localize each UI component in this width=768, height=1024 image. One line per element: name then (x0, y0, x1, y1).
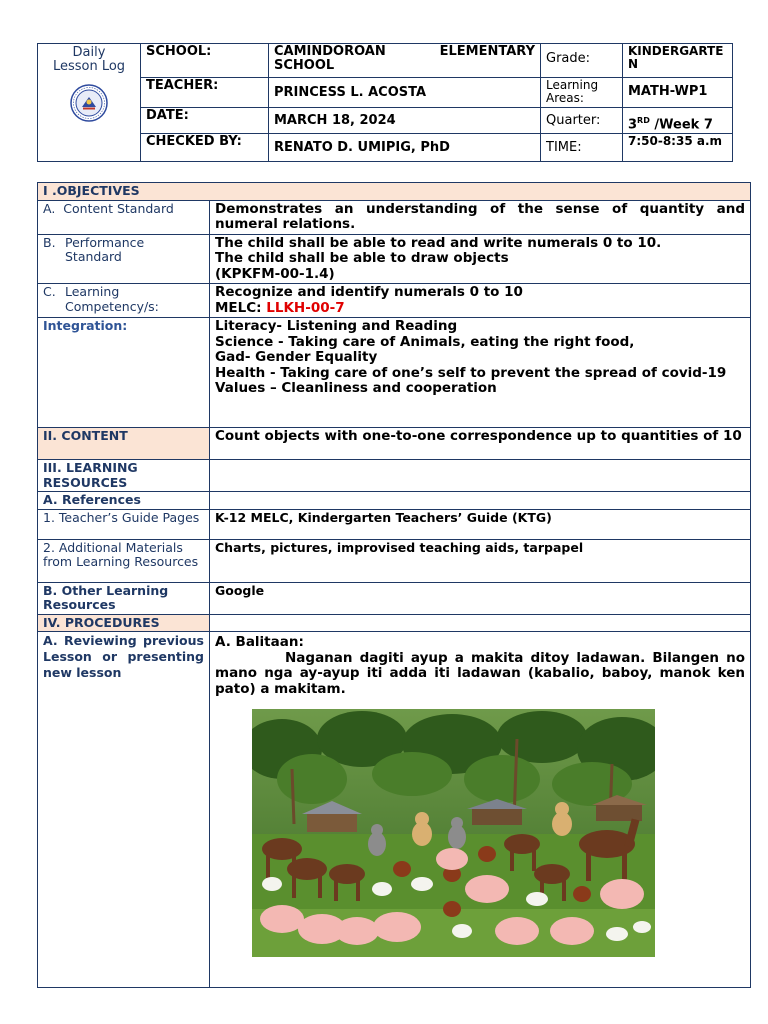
time-label: TIME: (541, 134, 623, 162)
title-line1: Daily (72, 45, 106, 60)
checked-by-value: RENATO D. UMIPIG, PhD (269, 134, 541, 162)
teacher-value: PRINCESS L. ACOSTA (269, 78, 541, 108)
procedures-row (38, 614, 751, 632)
integration-text (210, 318, 751, 428)
competency-row (38, 284, 751, 318)
performance-title: Performance Standard (65, 234, 145, 264)
school-label: SCHOOL: (141, 44, 269, 78)
references-label: A. References (38, 492, 210, 510)
quarter-num: 3 (628, 117, 638, 133)
content-text: Count objects with one-to-one correspondence up to quantities of 10 (210, 428, 751, 460)
lesson-table (37, 182, 751, 988)
tg-row (38, 509, 751, 539)
competency-label (38, 284, 210, 318)
tg-text: K-12 MELC, Kindergarten Teachers’ Guide (KTG) (210, 509, 751, 539)
performance-standard-label (38, 234, 210, 284)
competency-text (210, 284, 751, 318)
farm-animals-picture (252, 709, 655, 957)
procedures-empty (210, 614, 751, 632)
melc-code: LLKH-00-7 (266, 299, 345, 316)
procedures-label: IV. PROCEDURES (38, 614, 210, 632)
content-standard-row (38, 200, 751, 234)
procedure-a-row (38, 632, 751, 988)
performance-standard-text (210, 234, 751, 284)
additional-label: 2. Additional Materials from Learning Resources (38, 539, 210, 582)
header-table (37, 43, 733, 162)
procedure-a-label: A. Reviewing previous Lesson or presenting new lesson (38, 632, 210, 988)
additional-row (38, 539, 751, 582)
resources-row (38, 460, 751, 492)
other-label: B. Other Learning Resources (38, 582, 210, 614)
competency-line1: Recognize and identify numerals 0 to 10 (215, 284, 523, 300)
resources-empty (210, 460, 751, 492)
integration-label: Integration: (38, 318, 210, 428)
integration-line2: Science - Taking care of Animals, eating the right food, (215, 333, 635, 350)
balitaan-instruction: Naganan dagiti ayup a makita ditoy ladawan. Bilangen no mano nga ay-ayup iti adda iti ladawan (kabalio, baboy, manok ken pato) a makitam. (215, 649, 746, 697)
performance-letter: B. (43, 234, 56, 250)
additional-text: Charts, pictures, improvised teaching aids, tarpapel (210, 539, 751, 582)
content-row (38, 428, 751, 460)
checked-by-label: CHECKED BY: (141, 134, 269, 162)
competency-letter: C. (43, 284, 56, 299)
other-row (38, 582, 751, 614)
title-cell (38, 44, 141, 162)
references-row (38, 492, 751, 510)
balitaan-heading: A. Balitaan: (215, 634, 304, 650)
performance-standard-row (38, 234, 751, 284)
content-standard-title: Content Standard (63, 200, 174, 216)
content-standard-letter: A. (43, 200, 56, 216)
resources-label: III. LEARNING RESOURCES (38, 460, 210, 492)
procedure-a-content (210, 632, 751, 988)
date-value: MARCH 18, 2024 (269, 108, 541, 134)
quarter-label: Quarter: (541, 108, 623, 134)
title-line2: Lesson Log (52, 59, 126, 74)
quarter-rest: /Week 7 (649, 117, 713, 133)
content-standard-text: Demonstrates an understanding of the sense of quantity and numeral relations. (210, 200, 751, 234)
integration-line3: Gad- Gender Equality (215, 349, 378, 365)
objectives-heading: I .OBJECTIVES (38, 183, 751, 201)
teacher-label: TEACHER: (141, 78, 269, 108)
date-label: DATE: (141, 108, 269, 134)
integration-line1: Literacy- Listening and Reading (215, 318, 458, 334)
integration-line4: Health - Taking care of one’s self to prevent the spread of covid-19 (215, 364, 727, 381)
content-label: II. CONTENT (38, 428, 210, 460)
references-empty (210, 492, 751, 510)
learning-areas-value: MATH-WP1 (623, 78, 733, 108)
deped-seal-icon (70, 84, 108, 122)
performance-line3: (KPKFM-00-1.4) (215, 265, 335, 282)
performance-line2: The child shall be able to draw objects (215, 250, 509, 266)
school-value: CAMINDOROAN ELEMENTARY SCHOOL (269, 44, 541, 78)
integration-line5: Values – Cleanliness and cooperation (215, 380, 497, 396)
time-value: 7:50-8:35 a.m (623, 134, 733, 162)
tg-label: 1. Teacher’s Guide Pages (38, 509, 210, 539)
learning-areas-label: Learning Areas: (541, 78, 623, 108)
performance-line1: The child shall be able to read and write numerals 0 to 10. (215, 234, 662, 251)
grade-value: KINDERGARTEN (623, 44, 733, 78)
quarter-value (623, 108, 733, 134)
grade-label: Grade: (541, 44, 623, 78)
competency-title: Learning Competency/s: (65, 284, 159, 314)
integration-row (38, 318, 751, 428)
content-standard-label (38, 200, 210, 234)
melc-prefix: MELC: (215, 299, 267, 316)
other-text: Google (210, 582, 751, 614)
quarter-sup: RD (637, 116, 650, 125)
